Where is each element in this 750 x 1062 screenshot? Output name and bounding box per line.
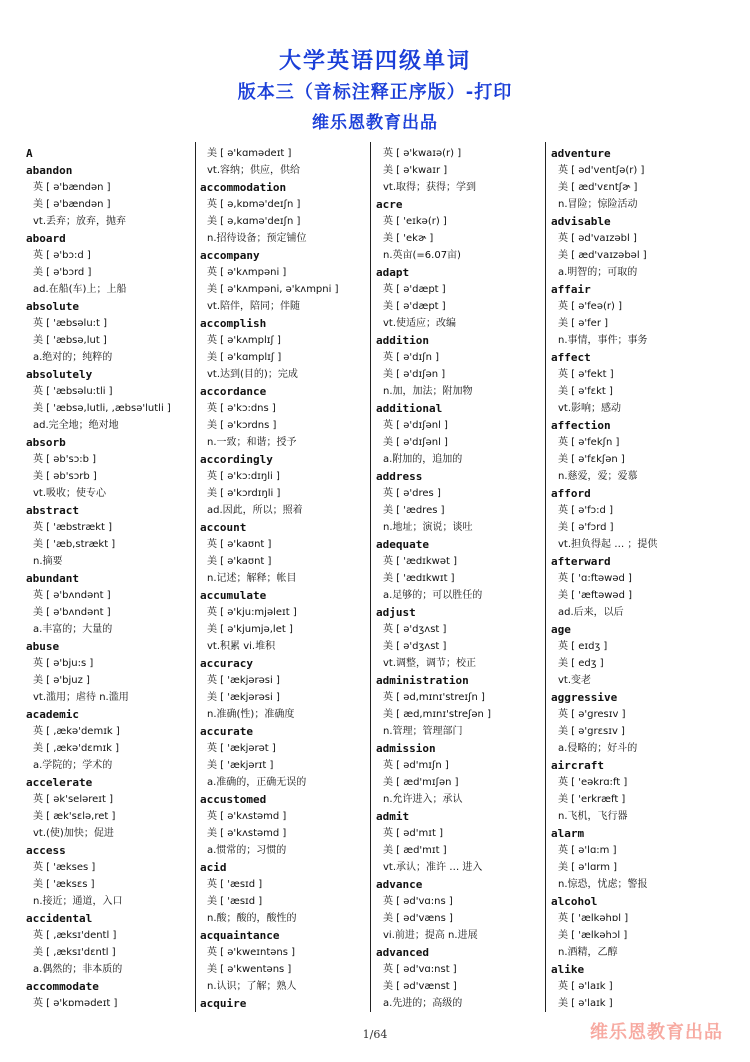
headword: absolutely [26, 368, 93, 381]
headword: abstract [26, 504, 79, 517]
phonetic-line: 英 [ əd'ventʃə(r) ] [558, 165, 645, 176]
phonetic-line: 英 [ əd'mɪʃn ] [383, 760, 449, 771]
phonetic-line: 英 [ ,ækə'demɪk ] [33, 726, 120, 737]
definition-line: vt.(使)加快；促进 [33, 828, 114, 839]
phonetic-line: 美 [ 'æftəwəd ] [558, 590, 633, 601]
phonetic-line: 英 [ ə'fɔ:d ] [558, 505, 613, 516]
phonetic-line: 美 [ ə'fɛkt ] [558, 386, 613, 397]
phonetic-line: 美 [ ə'kʌmpəni, ə'kʌmpni ] [207, 284, 339, 295]
phonetic-line: 美 [ 'ædres ] [383, 505, 445, 516]
definition-line: vt.滥用；虐待 n.滥用 [33, 692, 129, 703]
phonetic-line: 英 [ 'ækses ] [33, 862, 96, 873]
phonetic-line: 英 [ ə'kɒmədeɪt ] [33, 998, 118, 1009]
headword: adventure [551, 147, 611, 160]
definition-line: vt.担负得起 … ；提供 [558, 539, 658, 550]
phonetic-line: 英 [ əd'vaɪzəbl ] [558, 233, 637, 244]
phonetic-line: 英 [ ə'kaʊnt ] [207, 539, 272, 550]
phonetic-line: 美 [ ə,kɑmə'deɪʃn ] [207, 216, 301, 227]
phonetic-line: 美 [ 'æbsə,lut ] [33, 335, 107, 346]
phonetic-line: 英 [ ə'kɔ:dns ] [207, 403, 276, 414]
phonetic-line: 英 [ ə'gresɪv ] [558, 709, 626, 720]
phonetic-line: 英 [ 'æbsəlu:tli ] [33, 386, 113, 397]
phonetic-line: 英 [ ə'dæpt ] [383, 284, 446, 295]
phonetic-line: 美 [ ə'fɛkʃən ] [558, 454, 625, 465]
column-divider [370, 142, 371, 1012]
phonetic-line: 美 [ ə'kʌstəmd ] [207, 828, 287, 839]
definition-line: a.侵略的；好斗的 [558, 743, 638, 754]
definition-line: vt.吸收；使专心 [33, 488, 107, 499]
headword: accumulate [200, 589, 267, 602]
headword: afford [551, 487, 591, 500]
phonetic-line: 美 [ 'ekɚ ] [383, 233, 434, 244]
definition-line: n.允许进入；承认 [383, 794, 463, 805]
phonetic-line: 美 [ edʒ ] [558, 658, 604, 669]
definition-line: n.招待设备；预定铺位 [207, 233, 307, 244]
headword: alike [551, 963, 585, 976]
phonetic-line: 英 [ ə'fekt ] [558, 369, 614, 380]
phonetic-line: 美 [ ə'kɔrdns ] [207, 420, 277, 431]
definition-line: vt.承认；准许 … 进入 [383, 862, 483, 873]
headword: access [26, 844, 66, 857]
phonetic-line: 美 [ ə'bændən ] [33, 199, 111, 210]
phonetic-line: 英 [ ə'bændən ] [33, 182, 111, 193]
phonetic-line: 英 [ 'eɪkə(r) ] [383, 216, 447, 227]
phonetic-line: 美 [ 'æksɛs ] [33, 879, 95, 890]
definition-line: vt.丢弃；放弃，抛弃 [33, 216, 127, 227]
phonetic-line: 英 [ əd,mɪnɪ'streɪʃn ] [383, 692, 485, 703]
headword: accompany [200, 249, 260, 262]
definition-line: a.先进的；高级的 [383, 998, 463, 1009]
headword: age [551, 623, 571, 636]
headword: accidental [26, 912, 93, 925]
phonetic-line: 美 [ æd'mɪʃən ] [383, 777, 459, 788]
headword: accelerate [26, 776, 93, 789]
phonetic-line: 英 [ ə'kɔ:dɪŋli ] [207, 471, 280, 482]
phonetic-line: 英 [ ə'dʒʌst ] [383, 624, 447, 635]
headword: aircraft [551, 759, 604, 772]
definition-line: vt.积累 vi.堆积 [207, 641, 276, 652]
headword: adjust [376, 606, 416, 619]
phonetic-line: 美 [ æk'sɛlə,ret ] [33, 811, 116, 822]
phonetic-line: 美 [ ə'fer ] [558, 318, 609, 329]
headword: addition [376, 334, 429, 347]
headword: aggressive [551, 691, 618, 704]
phonetic-line: 美 [ ə'fɔrd ] [558, 522, 614, 533]
phonetic-line: 美 [ 'ækjərɪt ] [207, 760, 274, 771]
headword: admission [376, 742, 436, 755]
phonetic-line: 英 [ 'ɑ:ftəwəd ] [558, 573, 632, 584]
headword: additional [376, 402, 443, 415]
phonetic-line: 美 [ ə'bɔrd ] [33, 267, 92, 278]
definition-line: n.加，加法；附加物 [383, 386, 473, 397]
phonetic-line: 英 [ ə'fekʃn ] [558, 437, 620, 448]
definition-line: a.丰富的；大量的 [33, 624, 113, 635]
definition-line: n.一致；和谐；授予 [207, 437, 297, 448]
definition-line: n.英亩(=6.07亩) [383, 250, 461, 261]
definition-line: n.飞机，飞行器 [558, 811, 628, 822]
phonetic-line: 英 [ əd'vɑ:nst ] [383, 964, 457, 975]
phonetic-line: 美 [ ə'kaʊnt ] [207, 556, 272, 567]
definition-line: n.酒精，乙醇 [558, 947, 618, 958]
definition-line: a.惯常的；习惯的 [207, 845, 287, 856]
phonetic-line: 美 [ ,ækə'dɛmɪk ] [33, 743, 120, 754]
phonetic-line: 美 [ ə'laɪk ] [558, 998, 613, 1009]
phonetic-line: 英 [ ə'kʌstəmd ] [207, 811, 287, 822]
headword: affair [551, 283, 591, 296]
phonetic-line: 英 [ ə'bju:s ] [33, 658, 94, 669]
phonetic-line: 英 [ eɪdʒ ] [558, 641, 608, 652]
phonetic-line: 美 [ ə'kwentəns ] [207, 964, 292, 975]
phonetic-line: 英 [ ə'laɪk ] [558, 981, 613, 992]
headword: aboard [26, 232, 66, 245]
headword: affection [551, 419, 611, 432]
headword: address [376, 470, 423, 483]
headword: accurate [200, 725, 253, 738]
phonetic-line: 英 [ əd'mɪt ] [383, 828, 443, 839]
phonetic-line: 英 [ ə'kʌmplɪʃ ] [207, 335, 281, 346]
headword: accommodate [26, 980, 99, 993]
headword: acre [376, 198, 403, 211]
phonetic-line: 英 [ ə'bʌndənt ] [33, 590, 111, 601]
phonetic-line: 美 [ əb'sɔrb ] [33, 471, 97, 482]
headword: advance [376, 878, 423, 891]
phonetic-line: 美 [ ə'kɔrdɪŋli ] [207, 488, 281, 499]
headword: admit [376, 810, 410, 823]
definition-line: ad.在船(车)上；上船 [33, 284, 127, 295]
definition-line: vt.达到(目的)；完成 [207, 369, 298, 380]
phonetic-line: 英 [ əd'vɑ:ns ] [383, 896, 453, 907]
page-title: 大学英语四级单词 [278, 49, 471, 74]
phonetic-line: 英 [ ək'seləreɪt ] [33, 794, 114, 805]
phonetic-line: 英 [ 'eəkrɑ:ft ] [558, 777, 628, 788]
definition-line: n.管理；管理部门 [383, 726, 463, 737]
phonetic-line: 美 [ ə'bʌndənt ] [33, 607, 111, 618]
headword: A [26, 147, 33, 160]
definition-line: vt.取得；获得；学到 [383, 182, 477, 193]
phonetic-line: 英 [ ə'kweɪntəns ] [207, 947, 296, 958]
phonetic-line: 英 [ ə'kwaɪə(r) ] [383, 148, 462, 159]
headword: accustomed [200, 793, 267, 806]
definition-line: a.附加的，追加的 [383, 454, 463, 465]
headword: advisable [551, 215, 611, 228]
phonetic-line: 美 [ ,æksɪ'dɛntl ] [33, 947, 116, 958]
phonetic-line: 英 [ ə'bɔ:d ] [33, 250, 91, 261]
phonetic-line: 英 [ ə'kʌmpəni ] [207, 267, 287, 278]
headword: abundant [26, 572, 79, 585]
phonetic-line: 英 [ əb'sɔ:b ] [33, 454, 97, 465]
headword: abandon [26, 164, 73, 177]
headword: advanced [376, 946, 429, 959]
definition-line: n.摘要 [33, 556, 63, 567]
phonetic-line: 英 [ ə'feə(r) ] [558, 301, 622, 312]
page-number: 1/64 [362, 1028, 388, 1041]
phonetic-line: 英 [ 'æsɪd ] [207, 879, 263, 890]
phonetic-line: 美 [ 'æb,strækt ] [33, 539, 116, 550]
phonetic-line: 美 [ æd,mɪnɪ'streʃən ] [383, 709, 491, 720]
headword: accuracy [200, 657, 253, 670]
definition-line: vt.影响；感动 [558, 403, 622, 414]
definition-line: ad.完全地；绝对地 [33, 420, 119, 431]
definition-line: a.准确的，正确无误的 [207, 777, 307, 788]
phonetic-line: 英 [ 'æbsəlu:t ] [33, 318, 108, 329]
phonetic-line: 美 [ æd'vaɪzəbəl ] [558, 250, 647, 261]
definition-line: a.明智的；可取的 [558, 267, 638, 278]
headword: accordance [200, 385, 267, 398]
phonetic-line: 英 [ ə'dɪʃənl ] [383, 420, 448, 431]
definition-line: vt.使适应；改编 [383, 318, 457, 329]
headword: alcohol [551, 895, 598, 908]
phonetic-line: 英 [ ,æksɪ'dentl ] [33, 930, 117, 941]
definition-line: n.事情，事件；事务 [558, 335, 648, 346]
phonetic-line: 美 [ ə'bjuz ] [33, 675, 90, 686]
phonetic-line: 英 [ ə'dres ] [383, 488, 441, 499]
column-divider [195, 142, 196, 1012]
phonetic-line: 美 [ 'erkræft ] [558, 794, 626, 805]
phonetic-line: 英 [ ə,kɒmə'deɪʃn ] [207, 199, 301, 210]
headword: acquaintance [200, 929, 280, 942]
definition-line: vt.变老 [558, 675, 592, 686]
phonetic-line: 美 [ ə'kɑmədeɪt ] [207, 148, 292, 159]
phonetic-line: 美 [ ə'dæpt ] [383, 301, 446, 312]
headword: adequate [376, 538, 429, 551]
publisher-label: 维乐恩教育出品 [312, 113, 438, 133]
headword: acid [200, 861, 227, 874]
phonetic-line: 美 [ ə'grɛsɪv ] [558, 726, 625, 737]
definition-line: a.足够的；可以胜任的 [383, 590, 483, 601]
page-subtitle: 版本三（音标注释正序版）-打印 [237, 82, 513, 103]
word-column-1 [26, 145, 191, 1012]
watermark: 维乐恩教育出品 [590, 1022, 723, 1043]
headword: absolute [26, 300, 79, 313]
headword: alarm [551, 827, 585, 840]
headword: affect [551, 351, 591, 364]
phonetic-line: 英 [ 'ækjərəsi ] [207, 675, 280, 686]
definition-line: n.惊恐，忧虑；警报 [558, 879, 648, 890]
phonetic-line: 美 [ æd'vɛntʃɚ ] [558, 182, 638, 193]
phonetic-line: 美 [ 'ælkəhɔl ] [558, 930, 628, 941]
phonetic-line: 美 [ ə'dɪʃənl ] [383, 437, 448, 448]
phonetic-line: 英 [ ə'kju:mjəleɪt ] [207, 607, 297, 618]
headword: absorb [26, 436, 66, 449]
headword: accordingly [200, 453, 273, 466]
phonetic-line: 美 [ ə'lɑrm ] [558, 862, 618, 873]
word-column-4 [551, 145, 716, 1012]
definition-line: n.慈爱，爱；爱慕 [558, 471, 638, 482]
phonetic-line: 英 [ ə'dɪʃn ] [383, 352, 440, 363]
headword: accomplish [200, 317, 267, 330]
definition-line: n.记述；解释；帐目 [207, 573, 297, 584]
definition-line: a.偶然的；非本质的 [33, 964, 123, 975]
headword: adapt [376, 266, 410, 279]
definition-line: n.准确(性)；准确度 [207, 709, 295, 720]
phonetic-line: 美 [ əd'væns ] [383, 913, 453, 924]
headword: account [200, 521, 247, 534]
column-divider [545, 142, 546, 1012]
phonetic-line: 英 [ 'ækjərət ] [207, 743, 276, 754]
word-column-3 [376, 145, 541, 1012]
definition-line: n.认识；了解；熟人 [207, 981, 297, 992]
phonetic-line: 英 [ ə'lɑ:m ] [558, 845, 617, 856]
phonetic-line: 美 [ 'ædɪkwɪt ] [383, 573, 455, 584]
word-column-2 [200, 145, 365, 1012]
phonetic-line: 英 [ 'ædɪkwət ] [383, 556, 458, 567]
definition-line: a.学院的；学术的 [33, 760, 113, 771]
phonetic-line: 美 [ ə'kwaɪr ] [383, 165, 448, 176]
definition-line: n.冒险；惊险活动 [558, 199, 638, 210]
phonetic-line: 美 [ ə'dʒʌst ] [383, 641, 447, 652]
definition-line: vt.调整，调节；校正 [383, 658, 477, 669]
definition-line: vt.容纳；供应，供给 [207, 165, 301, 176]
phonetic-line: 美 [ ə'dɪʃən ] [383, 369, 446, 380]
definition-line: a.绝对的；纯粹的 [33, 352, 113, 363]
headword: acquire [200, 997, 247, 1010]
headword: abuse [26, 640, 60, 653]
phonetic-line: 美 [ ə'kjumjə,let ] [207, 624, 293, 635]
definition-line: n.地址；演说；谈吐 [383, 522, 473, 533]
phonetic-line: 美 [ 'æsɪd ] [207, 896, 263, 907]
phonetic-line: 美 [ 'æbsə,lutli, ,æbsə'lutli ] [33, 403, 171, 414]
phonetic-line: 美 [ æd'mɪt ] [383, 845, 447, 856]
headword: administration [376, 674, 469, 687]
definition-line: n.酸；酸的，酸性的 [207, 913, 297, 924]
definition-line: ad.后来，以后 [558, 607, 624, 618]
definition-line: vi.前进；提高 n.进展 [383, 930, 478, 941]
headword: afterward [551, 555, 611, 568]
phonetic-line: 美 [ 'ækjərəsi ] [207, 692, 280, 703]
phonetic-line: 英 [ 'ælkəhɒl ] [558, 913, 629, 924]
definition-line: n.接近；通道，入口 [33, 896, 123, 907]
phonetic-line: 美 [ ə'kɑmplɪʃ ] [207, 352, 282, 363]
definition-line: vt.陪伴，陪同；伴随 [207, 301, 301, 312]
phonetic-line: 英 [ 'æbstrækt ] [33, 522, 113, 533]
definition-line: ad.因此，所以；照着 [207, 505, 303, 516]
phonetic-line: 美 [ əd'vænst ] [383, 981, 457, 992]
headword: academic [26, 708, 79, 721]
headword: accommodation [200, 181, 287, 194]
